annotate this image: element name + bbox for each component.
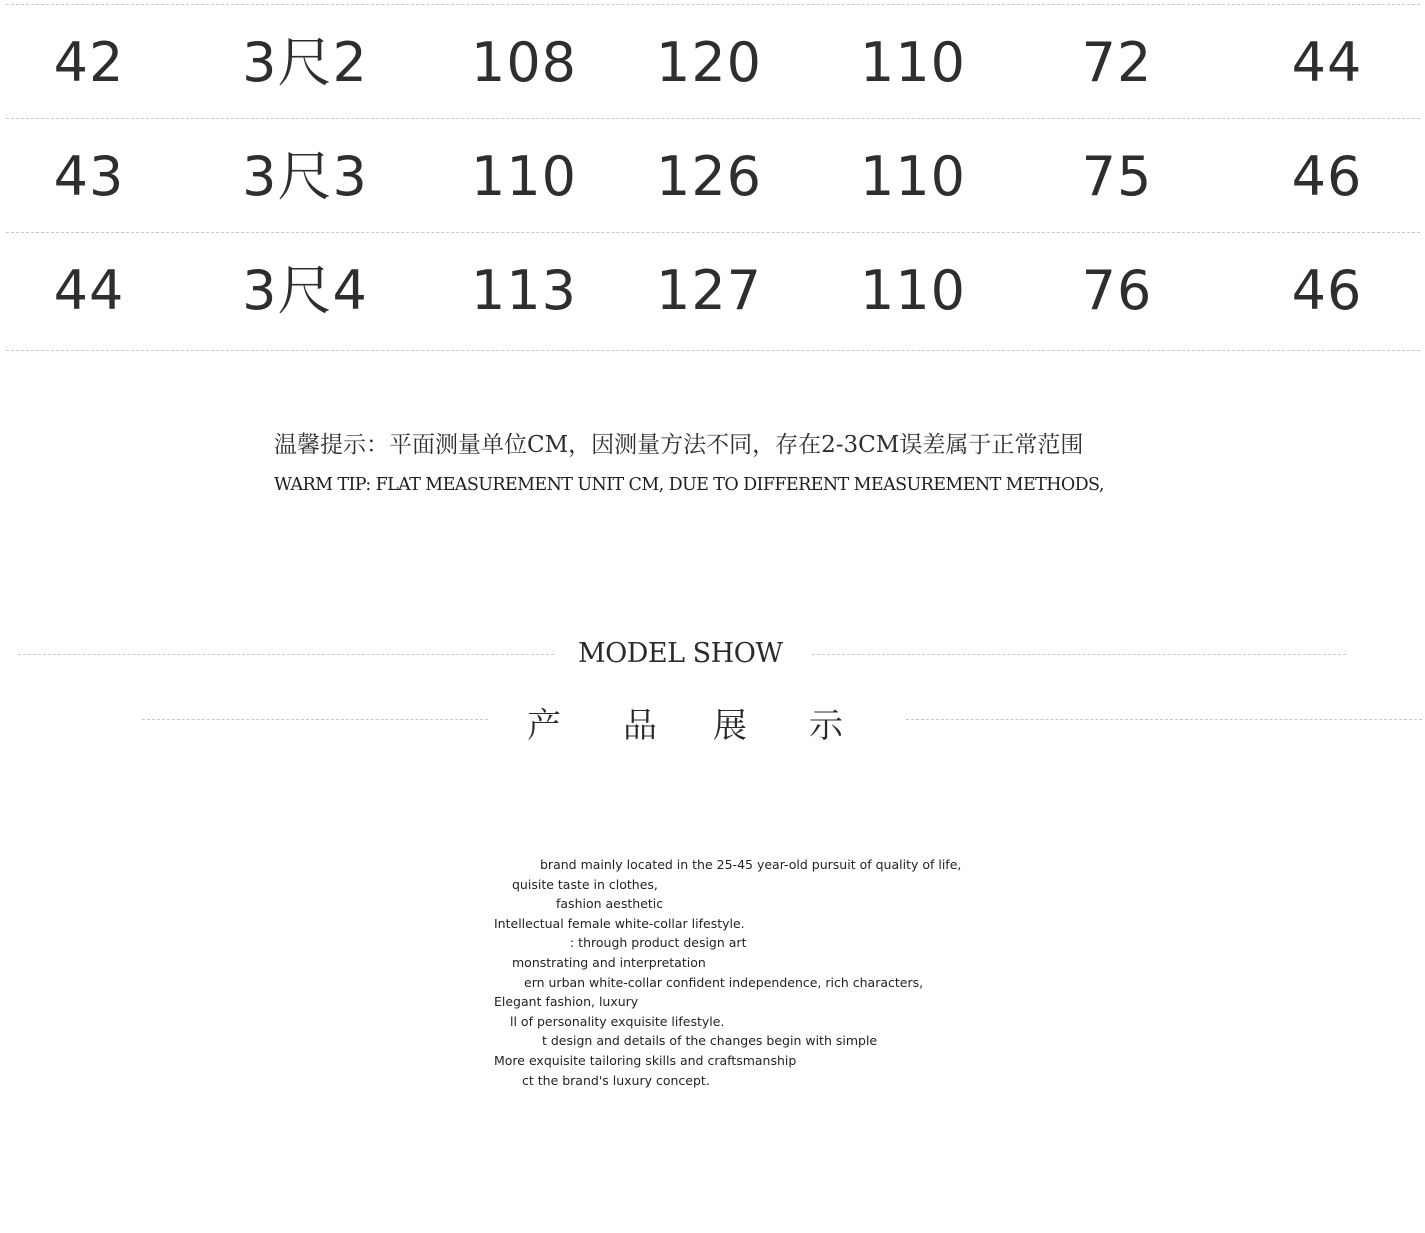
decorative-line [142,719,488,720]
brand-text-line: Intellectual female white-collar lifestyle. [494,915,745,931]
table-cell: 113 [470,259,578,322]
table-cell: 120 [655,31,763,94]
table-cell: 3尺4 [242,259,368,322]
row-divider [6,232,1420,233]
table-row [0,251,1425,331]
table-cell: 44 [53,259,125,322]
measurement-tip-en: WARM TIP: FLAT MEASUREMENT UNIT CM, DUE TO DIFFERENT MEASUREMENT METHODS, [274,475,1104,495]
table-cell: 110 [859,259,967,322]
model-show-title: MODEL SHOW [578,638,783,669]
brand-text-line: monstrating and interpretation [512,954,706,970]
brand-text-line: Elegant fashion, luxury [494,994,639,1010]
brand-text-line: fashion aesthetic [556,896,664,912]
table-cell: 126 [655,145,763,208]
table-cell: 44 [1291,31,1363,94]
brand-text-line: : through product design art [570,935,747,951]
table-cell: 72 [1081,31,1153,94]
table-cell: 46 [1291,259,1363,322]
table-cell: 3尺3 [242,145,368,208]
model-show-title-cn-char: 展 [713,706,747,746]
brand-text-line: ern urban white-collar confident independence, rich characters, [524,974,924,990]
table-cell: 46 [1291,145,1363,208]
table-cell: 76 [1081,259,1153,322]
table-cell: 43 [53,145,125,208]
brand-text-line: ct the brand's luxury concept. [522,1072,710,1088]
model-show-title-cn-char: 品 [623,706,657,746]
measurement-tip-cn: 温馨提示：平面测量单位CM，因测量方法不同，存在2-3CM误差属于正常范围 [274,432,1084,458]
brand-text-line: More exquisite tailoring skills and craftsmanship [494,1052,797,1068]
model-show-title-cn-char: 示 [809,706,843,746]
table-cell: 110 [859,145,967,208]
decorative-line [906,719,1422,720]
table-cell: 110 [859,31,967,94]
row-divider [6,350,1420,351]
table-row [0,23,1425,103]
row-divider [6,118,1420,119]
table-cell: 127 [655,259,763,322]
table-cell: 3尺2 [242,31,368,94]
table-cell: 108 [470,31,578,94]
decorative-line [18,654,554,655]
model-show-title-cn-char: 产 [527,706,561,746]
row-divider [6,4,1420,5]
decorative-line [812,654,1346,655]
brand-text-line: brand mainly located in the 25-45 year-old pursuit of quality of life, [540,857,962,872]
brand-description [494,855,994,1090]
brand-text-line: ll of personality exquisite lifestyle. [510,1013,725,1029]
brand-text-line: t design and details of the changes begin with simple [542,1033,878,1049]
table-cell: 42 [53,31,125,94]
table-row [0,137,1425,217]
table-cell: 75 [1081,145,1153,208]
table-cell: 110 [470,145,578,208]
brand-text-line: quisite taste in clothes, [512,876,658,892]
